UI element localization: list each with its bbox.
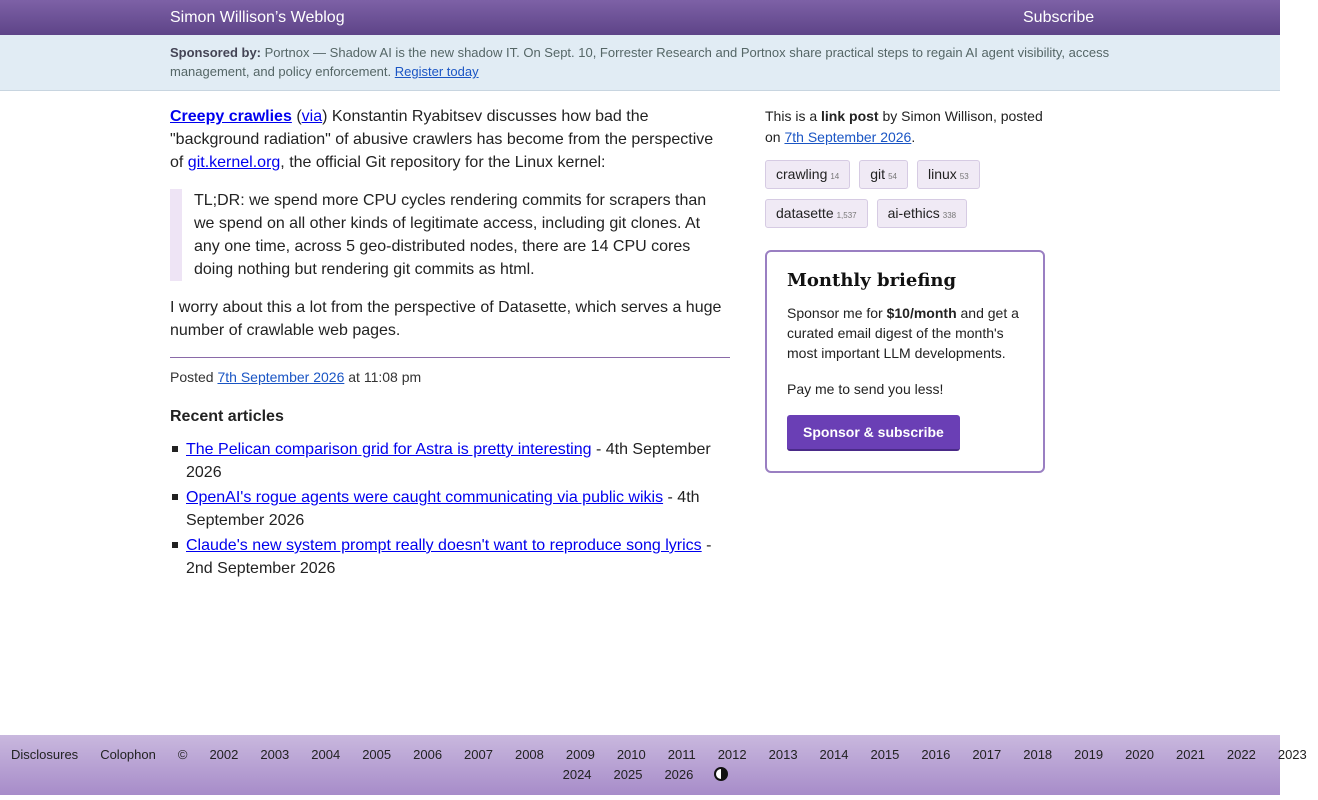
tag-count: 53 bbox=[959, 172, 969, 181]
footer-link[interactable]: 2002 bbox=[209, 747, 239, 762]
footer-link[interactable]: 2013 bbox=[768, 747, 798, 762]
tag-name: git bbox=[870, 166, 886, 182]
footer-link[interactable]: 2023 bbox=[1277, 747, 1307, 762]
tag-git[interactable] bbox=[859, 160, 908, 189]
footer-link[interactable]: 2006 bbox=[413, 747, 443, 762]
footer-links bbox=[0, 747, 1318, 782]
tag-count: 14 bbox=[830, 172, 840, 181]
recent-article-date: - 4th September 2026 bbox=[186, 489, 700, 529]
recent-article-link[interactable]: OpenAI's rogue agents were caught communicating via public wikis bbox=[186, 489, 664, 506]
footer-link[interactable]: 2014 bbox=[819, 747, 849, 762]
posted-date-link[interactable]: 7th September 2026 bbox=[217, 369, 345, 385]
briefing-title: Monthly briefing bbox=[787, 270, 957, 291]
recent-article-link[interactable]: Claude's new system prompt really doesn't want to reproduce song lyrics bbox=[186, 537, 702, 554]
list-item bbox=[170, 534, 730, 580]
tag-ai-ethics[interactable] bbox=[877, 199, 968, 228]
subscribe-link[interactable]: Subscribe bbox=[1023, 9, 1095, 26]
footer-link[interactable]: 2003 bbox=[260, 747, 290, 762]
tag-datasette[interactable] bbox=[765, 199, 868, 228]
footer bbox=[0, 735, 1307, 795]
list-item bbox=[170, 486, 730, 532]
footer-link[interactable]: 2016 bbox=[921, 747, 951, 762]
sponsor-subscribe-button[interactable]: Sponsor & subscribe bbox=[787, 415, 960, 451]
worry-paragraph: I worry about this a lot from the perspective of Datasette, which serves a huge number of crawlable web pages. bbox=[170, 299, 722, 339]
tag-linux[interactable] bbox=[917, 160, 980, 189]
footer-link[interactable]: Disclosures bbox=[11, 747, 79, 762]
post-title-link[interactable]: Creepy crawlies bbox=[170, 108, 292, 125]
tag-name: crawling bbox=[776, 166, 828, 182]
briefing-text bbox=[787, 303, 1023, 363]
monthly-briefing-box bbox=[765, 250, 1045, 473]
footer-link[interactable]: 2009 bbox=[565, 747, 595, 762]
tag-name: linux bbox=[927, 166, 957, 182]
recent-article-date: - 2nd September 2026 bbox=[186, 537, 712, 577]
lead-tail: , the official Git repository for the Linux kernel: bbox=[280, 154, 606, 171]
footer-link[interactable]: 2018 bbox=[1023, 747, 1053, 762]
meta-by: by Simon Willison, posted on bbox=[765, 108, 1043, 145]
footer-link[interactable]: 2024 bbox=[562, 767, 592, 782]
posted-time: at 11:08 pm bbox=[348, 369, 422, 385]
tag-count: 1,537 bbox=[836, 211, 857, 220]
briefing-price: $10/month bbox=[886, 305, 957, 321]
footer-link[interactable]: 2019 bbox=[1074, 747, 1104, 762]
recent-article-date: - 4th September 2026 bbox=[186, 441, 711, 481]
post-meta bbox=[765, 106, 1045, 148]
briefing-text-a: Sponsor me for bbox=[787, 305, 883, 321]
via-link[interactable]: via bbox=[301, 108, 323, 125]
meta-prefix: This is a bbox=[765, 108, 818, 124]
footer-link[interactable]: 2015 bbox=[870, 747, 900, 762]
tag-count: 338 bbox=[942, 211, 957, 220]
kernel-link[interactable]: git.kernel.org bbox=[187, 154, 281, 171]
meta-end: . bbox=[911, 129, 916, 145]
footer-link[interactable]: 2005 bbox=[362, 747, 392, 762]
quote-block: TL;DR: we spend more CPU cycles rendering commits for scrapers than we spend on all other kinds of legitimate access, including git clones. At any one time, across 5 geo-distributed nodes, there are 14 CPU cores doing nothing but rendering git commits as html. bbox=[170, 189, 720, 281]
tag-name: ai-ethics bbox=[887, 205, 940, 221]
recent-heading: Recent articles bbox=[170, 408, 284, 425]
list-item bbox=[170, 438, 730, 484]
post-lead bbox=[170, 105, 730, 174]
site-title-link[interactable]: Simon Willison’s Weblog bbox=[170, 9, 345, 26]
footer-link[interactable]: © bbox=[177, 747, 188, 762]
top-bar bbox=[0, 0, 1280, 35]
sponsor-text: Portnox — Shadow AI is the new shadow IT. On Sept. 10, Forrester Research and Portnox share practical steps to regain AI agent visibility, access management, and policy enforcement. bbox=[170, 45, 1110, 79]
briefing-less: Pay me to send you less! bbox=[787, 381, 944, 397]
recent-article-link[interactable]: The Pelican comparison grid for Astra is pretty interesting bbox=[186, 441, 592, 458]
footer-link[interactable]: 2026 bbox=[664, 767, 694, 782]
tag-name: datasette bbox=[776, 205, 834, 221]
posted-line bbox=[170, 366, 730, 389]
footer-link[interactable]: 2020 bbox=[1125, 747, 1154, 762]
footer-link[interactable]: Colophon bbox=[100, 747, 156, 762]
meta-date-link[interactable]: 7th September 2026 bbox=[784, 129, 912, 145]
lead-text: ) Konstantin Ryabitsev discusses how bad the "background radiation" of abusive crawlers has become from the perspective of bbox=[170, 108, 714, 171]
footer-link[interactable]: 2008 bbox=[514, 747, 544, 762]
recent-list bbox=[170, 438, 730, 580]
sidebar bbox=[765, 106, 1045, 473]
sponsor-banner bbox=[0, 35, 1280, 91]
footer-link[interactable]: 2012 bbox=[717, 747, 747, 762]
footer-link[interactable]: 2021 bbox=[1176, 747, 1205, 762]
footer-link[interactable]: 2022 bbox=[1226, 747, 1256, 762]
posted-label: Posted bbox=[170, 369, 214, 385]
footer-link[interactable]: 2017 bbox=[972, 747, 1002, 762]
tag-list bbox=[765, 160, 1045, 238]
tag-count: 54 bbox=[888, 172, 897, 181]
tag-crawling[interactable] bbox=[765, 160, 850, 189]
contrast-icon[interactable] bbox=[714, 767, 728, 781]
register-link[interactable]: Register today bbox=[394, 64, 479, 79]
footer-link[interactable]: 2011 bbox=[667, 747, 696, 762]
footer-link[interactable]: 2025 bbox=[613, 767, 643, 782]
sponsor-label: Sponsored by: bbox=[170, 45, 262, 60]
divider bbox=[170, 357, 730, 358]
footer-link[interactable]: 2004 bbox=[311, 747, 341, 762]
meta-type: link post bbox=[821, 108, 879, 124]
footer-link[interactable]: 2010 bbox=[616, 747, 646, 762]
open-paren: ( bbox=[296, 108, 302, 125]
briefing-text-b: and get a curated email digest of the month's most important LLM developments. bbox=[787, 305, 1019, 361]
main-content bbox=[170, 105, 730, 582]
footer-link[interactable]: 2007 bbox=[464, 747, 493, 762]
